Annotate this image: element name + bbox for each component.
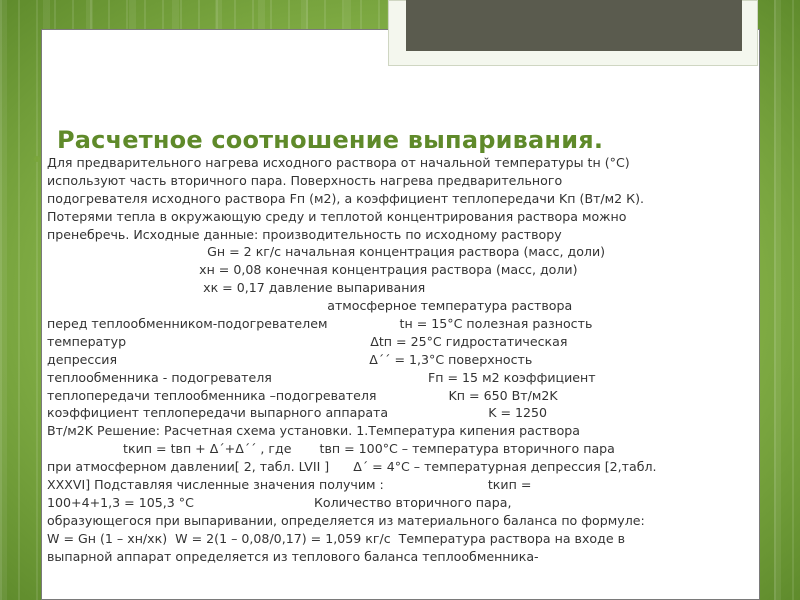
- body-line: образующегося при выпаривании, определяется из материального баланса по формуле:: [47, 512, 645, 528]
- body-line: пренебречь. Исходные данные: производительность по исходному раствору: [47, 226, 562, 242]
- body-line: 100+4+1,3 = 105,3 °C Количество вторичного пара,: [47, 494, 512, 510]
- body-line: выпарной аппарат определяется из теплового баланса теплообменника-: [47, 548, 539, 564]
- body-line: депрессия Δ´´ = 1,3°C поверхность: [47, 351, 533, 367]
- body-line: перед теплообменником-подогревателем tн = 15°C полезная разность: [47, 316, 593, 332]
- body-text: [47, 154, 763, 565]
- body-line: XXXVI] Подставляя численные значения получим : tкип =: [47, 477, 532, 493]
- body-line: при атмосферном давлении[ 2, табл. LVII ] Δ´ = 4°C – температурная депрессия [2,табл.: [47, 459, 657, 475]
- body-line: подогревателя исходного раствора Fп (м2), а коэффициент теплопередачи Kп (Вт/м2 К).: [47, 190, 645, 206]
- body-line: температур Δtп = 25°C гидростатическая: [47, 333, 568, 349]
- body-line: коэффициент теплопередачи выпарного аппарата K = 1250: [47, 405, 548, 421]
- body-line: W = Gн (1 – хн/хк) W = 2(1 – 0,08/0,17) = 1,059 кг/с Температура раствора на входе в: [47, 530, 626, 546]
- body-line: хн = 0,08 конечная концентрация раствора (масс, доли): [47, 262, 578, 278]
- body-line: Gн = 2 кг/с начальная концентрация раствора (масс, доли): [47, 244, 606, 260]
- body-line: Для предварительного нагрева исходного раствора от начальной температуры tн (°C): [47, 155, 630, 170]
- body-line: Вт/м2K Решение: Расчетная схема установки. 1.Температура кипения раствора: [47, 423, 580, 439]
- body-line: Потерями тепла в окружающую среду и теплотой концентрирования раствора можно: [47, 208, 627, 224]
- body-line: используют часть вторичного пара. Поверхность нагрева предварительного: [47, 172, 563, 188]
- body-line: tкип = tвп + Δ´+Δ´´ , где tвп = 100°C – температура вторичного пара: [47, 441, 615, 457]
- body-line: теплообменника - подогревателя Fп = 15 м2 коэффициент: [47, 369, 596, 385]
- body-line: теплопередачи теплообменника –подогревателя Kп = 650 Вт/м2K: [47, 387, 558, 403]
- body-line: атмосферное температура раствора: [47, 298, 573, 314]
- accent-box: [406, 0, 742, 51]
- body-line: хк = 0,17 давление выпаривания: [47, 280, 426, 296]
- slide-title: Расчетное соотношение выпаривания.: [57, 126, 604, 154]
- bullet-icon: [34, 156, 40, 162]
